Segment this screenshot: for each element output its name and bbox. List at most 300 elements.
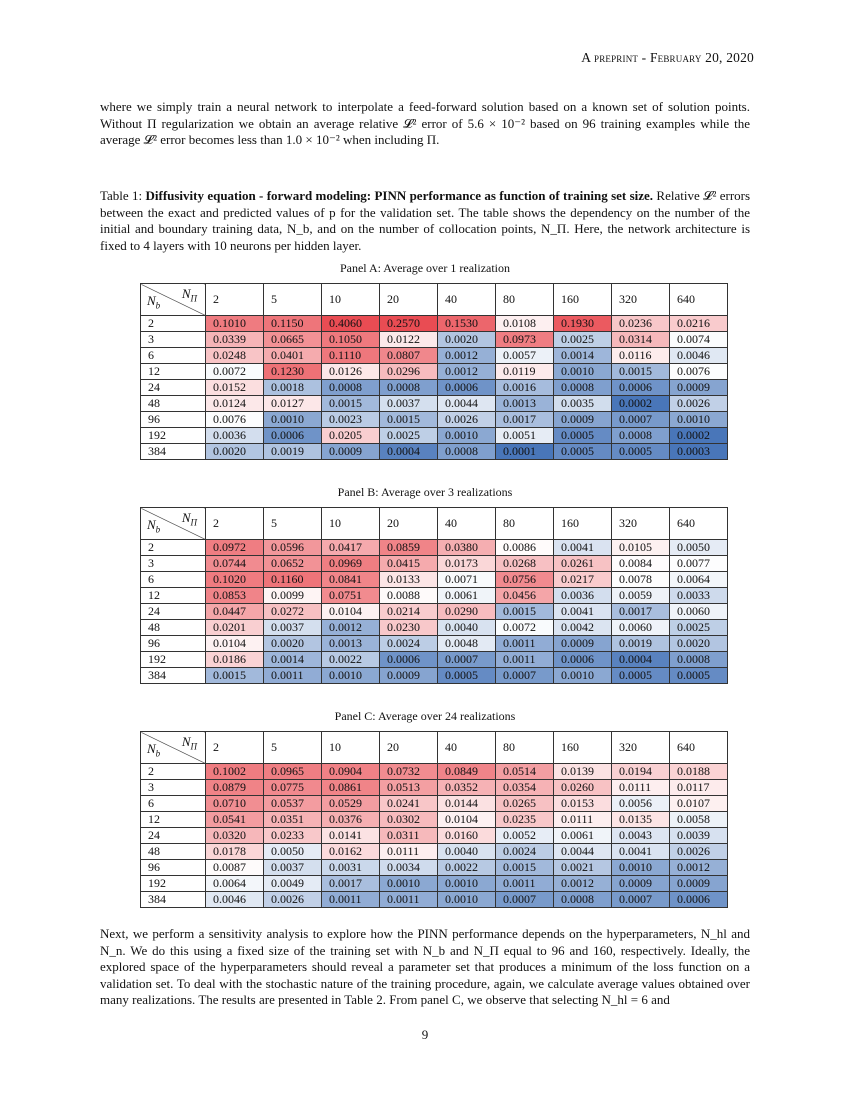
table-cell: 0.0013 [496, 396, 554, 412]
table-cell: 0.0037 [264, 620, 322, 636]
table-cell: 0.1530 [438, 316, 496, 332]
table-cell: 0.0007 [496, 892, 554, 908]
column-header: 2 [206, 732, 264, 764]
table-cell: 0.0859 [380, 540, 438, 556]
table-cell: 0.0261 [554, 556, 612, 572]
column-header: 160 [554, 284, 612, 316]
table-cell: 0.0012 [438, 364, 496, 380]
table-cell: 0.0010 [380, 876, 438, 892]
table-cell: 0.0086 [496, 540, 554, 556]
table-cell: 0.0339 [206, 332, 264, 348]
table-corner-header [141, 284, 206, 316]
table-cell: 0.0117 [670, 780, 728, 796]
table-cell: 0.1230 [264, 364, 322, 380]
table-cell: 0.0009 [554, 636, 612, 652]
table-row [141, 316, 728, 332]
table-row [141, 556, 728, 572]
row-header: 192 [141, 652, 206, 668]
table-cell: 0.0015 [612, 364, 670, 380]
table-cell: 0.0152 [206, 380, 264, 396]
table-cell: 0.0088 [380, 588, 438, 604]
table-cell: 0.0265 [496, 796, 554, 812]
table-cell: 0.0037 [380, 396, 438, 412]
table-cell: 0.0665 [264, 332, 322, 348]
table-cell: 0.0007 [438, 652, 496, 668]
table-cell: 0.0011 [496, 876, 554, 892]
table-row [141, 604, 728, 620]
column-header: 20 [380, 284, 438, 316]
table-cell: 0.0059 [612, 588, 670, 604]
table-cell: 0.0302 [380, 812, 438, 828]
table-cell: 0.0352 [438, 780, 496, 796]
panel-c-title: Panel C: Average over 24 realizations [334, 709, 516, 723]
table-cell: 0.0003 [670, 444, 728, 460]
table-cell: 0.0011 [264, 668, 322, 684]
row-header: 6 [141, 348, 206, 364]
table-row [141, 444, 728, 460]
column-header: 80 [496, 284, 554, 316]
table-cell: 0.0034 [380, 860, 438, 876]
column-header: 320 [612, 508, 670, 540]
table-cell: 0.0006 [264, 428, 322, 444]
table-row [141, 796, 728, 812]
table-cell: 0.0006 [380, 652, 438, 668]
table-cell: 0.0050 [264, 844, 322, 860]
table-cell: 0.0020 [438, 332, 496, 348]
table-cell: 0.0005 [554, 428, 612, 444]
table-cell: 0.0111 [612, 780, 670, 796]
table-cell: 0.0031 [322, 860, 380, 876]
table-cell: 0.0216 [670, 316, 728, 332]
column-header: 20 [380, 732, 438, 764]
table-cell: 0.0084 [612, 556, 670, 572]
panel-b-table [140, 507, 728, 684]
table-cell: 0.0133 [380, 572, 438, 588]
row-header: 24 [141, 604, 206, 620]
table-cell: 0.1020 [206, 572, 264, 588]
table-cell: 0.0076 [206, 412, 264, 428]
table-cell: 0.0008 [554, 892, 612, 908]
table-cell: 0.0139 [554, 764, 612, 780]
row-header: 48 [141, 844, 206, 860]
row-header: 24 [141, 380, 206, 396]
table-cell: 0.0010 [554, 668, 612, 684]
column-header: 40 [438, 284, 496, 316]
column-header: 40 [438, 732, 496, 764]
row-header: 3 [141, 556, 206, 572]
table-cell: 0.0071 [438, 572, 496, 588]
table-cell: 0.0513 [380, 780, 438, 796]
table-cell: 0.0014 [554, 348, 612, 364]
table-row [141, 636, 728, 652]
table-cell: 0.0009 [554, 412, 612, 428]
col-axis-label: $N_\Pi$ [181, 286, 197, 304]
table-cell: 0.0652 [264, 556, 322, 572]
table-cell: 0.0205 [322, 428, 380, 444]
table-cell: 0.1150 [264, 316, 322, 332]
row-header: 48 [141, 620, 206, 636]
table-cell: 0.0124 [206, 396, 264, 412]
table-cell: 0.0033 [670, 588, 728, 604]
table-cell: 0.0046 [206, 892, 264, 908]
table-cell: 0.0015 [322, 396, 380, 412]
table-cell: 0.0001 [496, 444, 554, 460]
table-cell: 0.1930 [554, 316, 612, 332]
table-cell: 0.0016 [496, 380, 554, 396]
table-cell: 0.0007 [496, 668, 554, 684]
table-cell: 0.0023 [322, 412, 380, 428]
table-row [141, 428, 728, 444]
table-cell: 0.0004 [612, 652, 670, 668]
row-header: 6 [141, 572, 206, 588]
column-header: 2 [206, 284, 264, 316]
table-cell: 0.0002 [612, 396, 670, 412]
table-cell: 0.0236 [612, 316, 670, 332]
row-header: 2 [141, 316, 206, 332]
table-cell: 0.0861 [322, 780, 380, 796]
row-header: 3 [141, 780, 206, 796]
table-cell: 0.0058 [670, 812, 728, 828]
table-row [141, 348, 728, 364]
table-cell: 0.0744 [206, 556, 264, 572]
table-cell: 0.0036 [206, 428, 264, 444]
table-cell: 0.0019 [264, 444, 322, 460]
column-header: 320 [612, 732, 670, 764]
table-cell: 0.0965 [264, 764, 322, 780]
table-cell: 0.0013 [322, 636, 380, 652]
table-cell: 0.0017 [322, 876, 380, 892]
table-cell: 0.0235 [496, 812, 554, 828]
table-cell: 0.0314 [612, 332, 670, 348]
column-header: 80 [496, 508, 554, 540]
table-cell: 0.0044 [438, 396, 496, 412]
table-cell: 0.0099 [264, 588, 322, 604]
table-cell: 0.0969 [322, 556, 380, 572]
table-row [141, 844, 728, 860]
table-cell: 0.0126 [322, 364, 380, 380]
table-cell: 0.0007 [612, 412, 670, 428]
column-header: 160 [554, 508, 612, 540]
table-cell: 0.0456 [496, 588, 554, 604]
table-cell: 0.0194 [612, 764, 670, 780]
table-cell: 0.0026 [670, 396, 728, 412]
table-cell: 0.0841 [322, 572, 380, 588]
table-cell: 0.0135 [612, 812, 670, 828]
table-cell: 0.0107 [670, 796, 728, 812]
table-cell: 0.0072 [206, 364, 264, 380]
column-header: 20 [380, 508, 438, 540]
table-cell: 0.0296 [380, 364, 438, 380]
row-axis-label: $N_b$ [147, 293, 161, 311]
table-cell: 0.0004 [380, 444, 438, 460]
column-header: 10 [322, 284, 380, 316]
table-cell: 0.0415 [380, 556, 438, 572]
table-cell: 0.0017 [612, 604, 670, 620]
table-cell: 0.0006 [438, 380, 496, 396]
table-cell: 0.0064 [670, 572, 728, 588]
row-header: 12 [141, 812, 206, 828]
table-cell: 0.0853 [206, 588, 264, 604]
table-cell: 0.0005 [438, 668, 496, 684]
table-row [141, 812, 728, 828]
table-cell: 0.0009 [380, 668, 438, 684]
table-cell: 0.0011 [496, 652, 554, 668]
table-cell: 0.0019 [612, 636, 670, 652]
table-cell: 0.0186 [206, 652, 264, 668]
table-cell: 0.2570 [380, 316, 438, 332]
column-header: 320 [612, 284, 670, 316]
table-cell: 0.0122 [380, 332, 438, 348]
table-row [141, 364, 728, 380]
table-cell: 0.0051 [496, 428, 554, 444]
row-header: 384 [141, 668, 206, 684]
row-header: 192 [141, 876, 206, 892]
table-corner-header [141, 732, 206, 764]
table-cell: 0.0376 [322, 812, 380, 828]
table-cell: 0.0024 [496, 844, 554, 860]
table-row [141, 380, 728, 396]
table-cell: 0.0046 [670, 348, 728, 364]
table-cell: 0.0074 [670, 332, 728, 348]
table-cell: 0.0041 [554, 540, 612, 556]
table-cell: 0.0010 [438, 428, 496, 444]
table-cell: 0.0173 [438, 556, 496, 572]
table-row [141, 668, 728, 684]
table-cell: 0.0272 [264, 604, 322, 620]
table-cell: 0.0021 [554, 860, 612, 876]
table-corner-header [141, 508, 206, 540]
table-cell: 0.0037 [264, 860, 322, 876]
table-cell: 0.0025 [554, 332, 612, 348]
row-axis-label: $N_b$ [147, 741, 161, 759]
table-cell: 0.0160 [438, 828, 496, 844]
table-cell: 0.0144 [438, 796, 496, 812]
table-cell: 0.0057 [496, 348, 554, 364]
table-cell: 0.0008 [380, 380, 438, 396]
table-cell: 0.0022 [438, 860, 496, 876]
table-cell: 0.0026 [438, 412, 496, 428]
table-cell: 0.0320 [206, 828, 264, 844]
table-cell: 0.0010 [670, 412, 728, 428]
table-cell: 0.0011 [496, 636, 554, 652]
column-header: 640 [670, 732, 728, 764]
table-cell: 0.1010 [206, 316, 264, 332]
table-cell: 0.0005 [670, 668, 728, 684]
table-cell: 0.0111 [554, 812, 612, 828]
table-row [141, 780, 728, 796]
table-cell: 0.0230 [380, 620, 438, 636]
column-header: 5 [264, 284, 322, 316]
row-header: 384 [141, 444, 206, 460]
table-row [141, 588, 728, 604]
table-cell: 0.0048 [438, 636, 496, 652]
table-cell: 0.0010 [438, 892, 496, 908]
panel-b-title: Panel B: Average over 3 realizations [337, 485, 513, 499]
table-cell: 0.1002 [206, 764, 264, 780]
next-paragraph: Next, we perform a sensitivity analysis to explore how the PINN performance depends on the hyperparameters, N_hl and N_n. We do this using a fixed size of the training set with N_b and N_Π equal to 96 and 160, respectively. Ideally, the explored space of the hyperparameters should reveal a parameter set that produces a minimum of the loss function on a validation set. To deal with the stochastic nature of the training procedure, again, we calculate average values obtained over many realizations. The results are presented in Table 2. From panel C, we observe that selecting N_hl = 6 and [100, 926, 750, 1007]
table-cell: 0.0775 [264, 780, 322, 796]
table-cell: 0.0141 [322, 828, 380, 844]
table-cell: 0.0732 [380, 764, 438, 780]
page-number: 9 [421, 1027, 429, 1042]
table-cell: 0.0127 [264, 396, 322, 412]
table-cell: 0.0108 [496, 316, 554, 332]
table-cell: 0.0290 [438, 604, 496, 620]
table-cell: 0.0596 [264, 540, 322, 556]
row-header: 96 [141, 412, 206, 428]
column-header: 10 [322, 732, 380, 764]
row-header: 96 [141, 636, 206, 652]
table-cell: 0.0072 [496, 620, 554, 636]
column-header: 160 [554, 732, 612, 764]
table-row [141, 860, 728, 876]
table-cell: 0.0064 [206, 876, 264, 892]
table-cell: 0.0015 [206, 668, 264, 684]
table-cell: 0.0756 [496, 572, 554, 588]
table-cell: 0.0233 [264, 828, 322, 844]
table-cell: 0.1050 [322, 332, 380, 348]
caption-title: Diffusivity equation - forward modeling: PINN performance as function of training set size. [145, 188, 654, 203]
table-cell: 0.0042 [554, 620, 612, 636]
table-cell: 0.0260 [554, 780, 612, 796]
table-cell: 0.0972 [206, 540, 264, 556]
column-header: 5 [264, 508, 322, 540]
row-header: 192 [141, 428, 206, 444]
table-cell: 0.0009 [670, 876, 728, 892]
table-cell: 0.0015 [496, 604, 554, 620]
table-row [141, 412, 728, 428]
table-cell: 0.0153 [554, 796, 612, 812]
table-cell: 0.0111 [380, 844, 438, 860]
table-cell: 0.0380 [438, 540, 496, 556]
table-cell: 0.0025 [380, 428, 438, 444]
table-row [141, 572, 728, 588]
table-cell: 0.0060 [612, 620, 670, 636]
column-header: 80 [496, 732, 554, 764]
table-cell: 0.0040 [438, 620, 496, 636]
table-cell: 0.0104 [438, 812, 496, 828]
table-cell: 0.0807 [380, 348, 438, 364]
table-cell: 0.0014 [264, 652, 322, 668]
table-cell: 0.0116 [612, 348, 670, 364]
table-cell: 0.0049 [264, 876, 322, 892]
table-row [141, 652, 728, 668]
table-cell: 0.0879 [206, 780, 264, 796]
table-cell: 0.0751 [322, 588, 380, 604]
table-cell: 0.0041 [612, 844, 670, 860]
table-cell: 0.0007 [612, 892, 670, 908]
table-cell: 0.0036 [554, 588, 612, 604]
intro-paragraph: where we simply train a neural network to interpolate a feed-forward solution based on a known set of solution points. Without Π regularization we obtain an average relative 𝓛² error of 5.6 × 10⁻² based on 96 training examples while the average 𝓛² error becomes less than 1.0 × 10⁻² when including Π. [100, 99, 750, 147]
row-header: 384 [141, 892, 206, 908]
table-row [141, 396, 728, 412]
table-cell: 0.0078 [612, 572, 670, 588]
table-cell: 0.0008 [670, 652, 728, 668]
row-header: 2 [141, 764, 206, 780]
table-cell: 0.0025 [670, 620, 728, 636]
table-cell: 0.0514 [496, 764, 554, 780]
caption-text: Relative 𝓛² errors between the exact and predicted values of p for the validation set. The table shows the dependency on the number of the initial and boundary training data, N_b, and on the number of collocation points, N_Π. Here, the network architecture is fixed to 4 layers with 10 neurons per hidden layer. [100, 188, 751, 253]
table-cell: 0.0020 [264, 636, 322, 652]
table-cell: 0.0248 [206, 348, 264, 364]
table-cell: 0.0017 [496, 412, 554, 428]
table-cell: 0.0087 [206, 860, 264, 876]
running-header: A preprint - February 20, 2020 [581, 50, 754, 65]
column-header: 40 [438, 508, 496, 540]
table-cell: 0.0006 [554, 652, 612, 668]
panel-c-table [140, 731, 728, 908]
row-header: 6 [141, 796, 206, 812]
table-cell: 0.0351 [264, 812, 322, 828]
table-cell: 0.0044 [554, 844, 612, 860]
column-header: 640 [670, 284, 728, 316]
table-cell: 0.0012 [438, 348, 496, 364]
table-cell: 0.0008 [554, 380, 612, 396]
col-axis-label: $N_\Pi$ [181, 510, 197, 528]
table-cell: 0.0002 [670, 428, 728, 444]
table-cell: 0.0015 [496, 860, 554, 876]
table-cell: 0.0973 [496, 332, 554, 348]
row-header: 96 [141, 860, 206, 876]
table-cell: 0.0009 [322, 444, 380, 460]
table-cell: 0.0043 [612, 828, 670, 844]
table-cell: 0.0010 [612, 860, 670, 876]
table-cell: 0.0268 [496, 556, 554, 572]
table-cell: 0.0354 [496, 780, 554, 796]
table-row [141, 620, 728, 636]
row-header: 2 [141, 540, 206, 556]
table-cell: 0.0005 [612, 444, 670, 460]
table-cell: 0.0401 [264, 348, 322, 364]
table-cell: 0.0076 [670, 364, 728, 380]
table-cell: 0.0201 [206, 620, 264, 636]
table-cell: 0.0104 [206, 636, 264, 652]
table-cell: 0.0162 [322, 844, 380, 860]
table-cell: 0.0119 [496, 364, 554, 380]
row-header: 48 [141, 396, 206, 412]
caption-label: Table 1: [100, 188, 143, 203]
table-cell: 0.0009 [612, 876, 670, 892]
column-header: 640 [670, 508, 728, 540]
table-cell: 0.0008 [612, 428, 670, 444]
table-cell: 0.0056 [612, 796, 670, 812]
panel-a-title: Panel A: Average over 1 realization [339, 261, 511, 275]
table-cell: 0.0060 [670, 604, 728, 620]
table-cell: 0.0050 [670, 540, 728, 556]
table-cell: 0.0241 [380, 796, 438, 812]
table-cell: 0.0104 [322, 604, 380, 620]
table-cell: 0.0011 [380, 892, 438, 908]
table-cell: 0.0417 [322, 540, 380, 556]
table-cell: 0.0077 [670, 556, 728, 572]
table-cell: 0.0178 [206, 844, 264, 860]
col-axis-label: $N_\Pi$ [181, 734, 197, 752]
table-cell: 0.0018 [264, 380, 322, 396]
table-cell: 0.0012 [322, 620, 380, 636]
table-cell: 0.0009 [670, 380, 728, 396]
table-cell: 0.0529 [322, 796, 380, 812]
table-cell: 0.0026 [264, 892, 322, 908]
panel-a-table [140, 283, 728, 460]
table-cell: 0.0010 [554, 364, 612, 380]
table-cell: 0.0020 [206, 444, 264, 460]
column-header: 2 [206, 508, 264, 540]
table-cell: 0.0904 [322, 764, 380, 780]
table-cell: 0.0061 [438, 588, 496, 604]
table-cell: 0.0024 [380, 636, 438, 652]
table-cell: 0.0008 [322, 380, 380, 396]
column-header: 5 [264, 732, 322, 764]
